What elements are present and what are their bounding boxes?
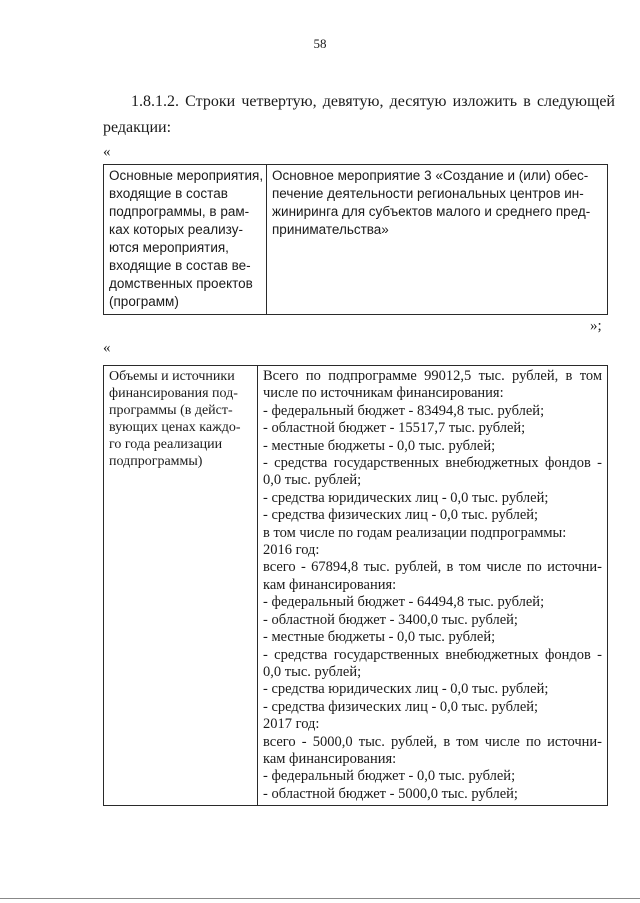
table2-right-cell xyxy=(258,366,608,806)
table2-right-line: - средства государственных внебюджетных фондов - xyxy=(263,646,602,663)
opening-quote-2: « xyxy=(103,340,111,356)
table2-right-line: - федеральный бюджет - 0,0 тыс. рублей; xyxy=(263,768,516,785)
table2-right-line: кам финансирования: xyxy=(263,576,397,593)
table2-right-line: кам финансирования: xyxy=(263,750,397,767)
page-bottom-edge xyxy=(0,898,640,899)
table2-right-line: всего - 67894,8 тыс. рублей, в том числе по источни- xyxy=(263,559,602,576)
table2-left-line: программы (в дейст- xyxy=(109,403,233,418)
table2-left-line: Объемы и источники xyxy=(109,369,235,384)
table1-right-cell xyxy=(267,165,608,315)
table1-left-line: подпрограммы, в рам- xyxy=(109,204,250,219)
table2-left-cell xyxy=(104,366,258,806)
table2-right-line: - местные бюджеты - 0,0 тыс. рублей; xyxy=(263,629,496,646)
opening-quote-1: « xyxy=(103,144,111,160)
table1-right-line: принимательства» xyxy=(272,222,389,237)
table-row xyxy=(104,366,608,806)
table1-right-line: Основное мероприятие 3 «Создание и (или) обес- xyxy=(272,168,589,183)
table2-right-line: в том числе по годам реализации подпрограммы: xyxy=(263,524,567,541)
table2-right-line: 0,0 тыс. рублей; xyxy=(263,663,362,680)
table2-right-line: - средства физических лиц - 0,0 тыс. рублей; xyxy=(263,507,539,524)
table2-right-line: числе по источникам финансирования: xyxy=(263,385,504,402)
table2-right-line: - федеральный бюджет - 64494,8 тыс. рублей; xyxy=(263,594,545,611)
table2-right-line: 2017 год: xyxy=(263,716,320,733)
table1-right-line: жиниринга для субъектов малого и среднего пред- xyxy=(272,204,591,219)
table2-right-line: - федеральный бюджет - 83494,8 тыс. рублей; xyxy=(263,402,545,419)
table1-left-cell xyxy=(104,165,267,315)
table2-right-line: - средства государственных внебюджетных фондов - xyxy=(263,455,602,472)
table2-right-line: - местные бюджеты - 0,0 тыс. рублей; xyxy=(263,437,496,454)
table2-right-line: всего - 5000,0 тыс. рублей, в том числе по источни- xyxy=(263,733,602,750)
table2-right-line: 0,0 тыс. рублей; xyxy=(263,472,362,489)
table1-left-line: ются мероприятия, xyxy=(109,240,229,255)
table1-left-line: входящие в состав ве- xyxy=(109,258,251,273)
table2-left-line: вующих ценах каждо- xyxy=(109,420,241,435)
intro-paragraph-continuation: редакции: xyxy=(103,119,172,136)
table1-left-line: домственных проектов xyxy=(109,276,253,291)
table2-left-line: подпрограммы) xyxy=(109,454,203,469)
table2-right-line: - средства юридических лиц - 0,0 тыс. рублей; xyxy=(263,681,549,698)
table2-right-line: Всего по подпрограмме 99012,5 тыс. рублей, в том xyxy=(263,368,602,384)
table-funding xyxy=(103,365,608,806)
table1-right-line: печение деятельности региональных центров ин- xyxy=(272,186,584,201)
table1-left-line: входящие в состав xyxy=(109,186,228,201)
page-number: 58 xyxy=(313,36,327,51)
table2-left-line: го года реализации xyxy=(109,437,223,452)
table1-left-line: Основные мероприятия, xyxy=(109,168,264,183)
table2-right-line: - средства физических лиц - 0,0 тыс. рублей; xyxy=(263,698,539,715)
table2-right-line: - средства юридических лиц - 0,0 тыс. рублей; xyxy=(263,489,549,506)
intro-paragraph: 1.8.1.2. Строки четвертую, девятую, десятую изложить в следующей xyxy=(131,93,615,110)
table2-right-line: - областной бюджет - 3400,0 тыс. рублей; xyxy=(263,611,518,628)
table2-right-line: - областной бюджет - 15517,7 тыс. рублей; xyxy=(263,420,526,437)
table2-right-line: - областной бюджет - 5000,0 тыс. рублей; xyxy=(263,785,518,802)
table1-left-line: (программ) xyxy=(109,294,179,309)
table2-right-line: 2016 год: xyxy=(263,542,320,559)
table-row-four xyxy=(103,164,608,315)
closing-quote: »; xyxy=(590,318,602,334)
table-row xyxy=(104,165,608,315)
table2-left-line: финансирования под- xyxy=(109,386,238,401)
table1-left-line: ках которых реализу- xyxy=(109,222,243,237)
